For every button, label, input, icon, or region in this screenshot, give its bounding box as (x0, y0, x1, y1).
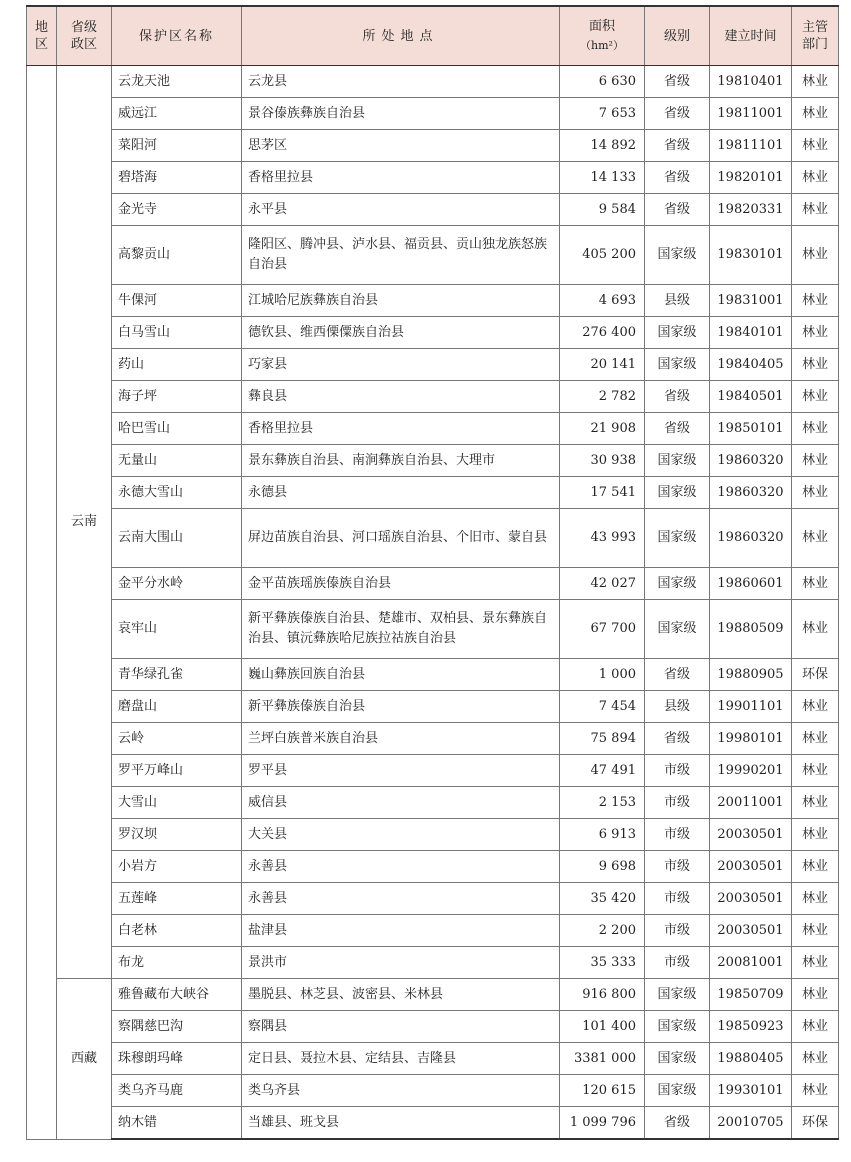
date-cell: 19990201 (710, 755, 792, 787)
table-row (27, 600, 839, 659)
dept-cell: 环保 (792, 1107, 839, 1140)
level-cell: 国家级 (645, 979, 710, 1011)
dept-cell: 林业 (792, 1011, 839, 1043)
level-cell: 国家级 (645, 568, 710, 600)
reserve-name-cell: 金光寺 (112, 194, 242, 226)
table-row (27, 915, 839, 947)
reserve-name-cell: 云岭 (112, 723, 242, 755)
dept-cell: 林业 (792, 787, 839, 819)
date-cell: 19860320 (710, 477, 792, 509)
area-cell: 14 133 (560, 162, 645, 194)
location-cell: 盐津县 (242, 915, 560, 947)
area-cell: 14 892 (560, 130, 645, 162)
level-cell: 国家级 (645, 477, 710, 509)
level-cell: 国家级 (645, 509, 710, 568)
reserve-name-cell: 五莲峰 (112, 883, 242, 915)
area-cell: 276 400 (560, 317, 645, 349)
table-row (27, 787, 839, 819)
area-cell: 30 938 (560, 445, 645, 477)
date-cell: 19840101 (710, 317, 792, 349)
location-cell: 香格里拉县 (242, 162, 560, 194)
table-row (27, 349, 839, 381)
dept-cell: 林业 (792, 851, 839, 883)
area-cell: 405 200 (560, 226, 645, 285)
dept-cell: 林业 (792, 413, 839, 445)
table-row (27, 691, 839, 723)
area-cell: 6 630 (560, 66, 645, 98)
level-cell: 省级 (645, 723, 710, 755)
area-cell: 43 993 (560, 509, 645, 568)
table-row (27, 1043, 839, 1075)
table-row (27, 162, 839, 194)
date-cell: 19930101 (710, 1075, 792, 1107)
area-cell: 21 908 (560, 413, 645, 445)
table-row (27, 445, 839, 477)
level-cell: 国家级 (645, 317, 710, 349)
header-region: 地区 (27, 6, 57, 66)
date-cell: 19880905 (710, 659, 792, 691)
date-cell: 19811101 (710, 130, 792, 162)
dept-cell: 林业 (792, 915, 839, 947)
reserve-name-cell: 碧塔海 (112, 162, 242, 194)
reserve-name-cell: 金平分水岭 (112, 568, 242, 600)
reserve-name-cell: 牛倮河 (112, 285, 242, 317)
header-date: 建立时间 (710, 6, 792, 66)
level-cell: 县级 (645, 691, 710, 723)
dept-cell: 林业 (792, 317, 839, 349)
location-cell: 威信县 (242, 787, 560, 819)
level-cell: 国家级 (645, 226, 710, 285)
date-cell: 19810401 (710, 66, 792, 98)
reserve-name-cell: 哈巴雪山 (112, 413, 242, 445)
header-province: 省级政区 (57, 6, 112, 66)
location-cell: 隆阳区、腾冲县、泸水县、福贡县、贡山独龙族怒族自治县 (242, 226, 560, 285)
area-cell: 7 653 (560, 98, 645, 130)
date-cell: 19850709 (710, 979, 792, 1011)
date-cell: 20030501 (710, 883, 792, 915)
location-cell: 永善县 (242, 851, 560, 883)
area-cell: 7 454 (560, 691, 645, 723)
level-cell: 市级 (645, 787, 710, 819)
location-cell: 屏边苗族自治县、河口瑶族自治县、个旧市、蒙自县 (242, 509, 560, 568)
reserve-name-cell: 云南大围山 (112, 509, 242, 568)
location-cell: 江城哈尼族彝族自治县 (242, 285, 560, 317)
reserve-name-cell: 无量山 (112, 445, 242, 477)
location-cell: 兰坪白族普米族自治县 (242, 723, 560, 755)
dept-cell: 林业 (792, 285, 839, 317)
dept-cell: 林业 (792, 755, 839, 787)
province-cell: 西藏 (57, 979, 112, 1140)
date-cell: 20011001 (710, 787, 792, 819)
table-row (27, 285, 839, 317)
nature-reserve-table (26, 5, 839, 1140)
location-cell: 永德县 (242, 477, 560, 509)
location-cell: 金平苗族瑶族傣族自治县 (242, 568, 560, 600)
reserve-name-cell: 海子坪 (112, 381, 242, 413)
location-cell: 德钦县、维西傈僳族自治县 (242, 317, 560, 349)
level-cell: 省级 (645, 659, 710, 691)
table-row (27, 947, 839, 979)
table-row (27, 381, 839, 413)
location-cell: 巧家县 (242, 349, 560, 381)
area-cell: 67 700 (560, 600, 645, 659)
dept-cell: 林业 (792, 162, 839, 194)
area-cell: 35 420 (560, 883, 645, 915)
reserve-name-cell: 小岩方 (112, 851, 242, 883)
table-row (27, 509, 839, 568)
area-cell: 75 894 (560, 723, 645, 755)
dept-cell: 林业 (792, 130, 839, 162)
table-row (27, 819, 839, 851)
reserve-name-cell: 珠穆朗玛峰 (112, 1043, 242, 1075)
dept-cell: 林业 (792, 381, 839, 413)
dept-cell: 林业 (792, 98, 839, 130)
area-cell: 9 584 (560, 194, 645, 226)
date-cell: 19840405 (710, 349, 792, 381)
location-cell: 云龙县 (242, 66, 560, 98)
table-row (27, 413, 839, 445)
level-cell: 省级 (645, 130, 710, 162)
area-cell: 916 800 (560, 979, 645, 1011)
table-row (27, 66, 839, 98)
area-cell: 101 400 (560, 1011, 645, 1043)
dept-cell: 林业 (792, 723, 839, 755)
reserve-name-cell: 威远江 (112, 98, 242, 130)
area-cell: 20 141 (560, 349, 645, 381)
dept-cell: 林业 (792, 194, 839, 226)
table-row (27, 755, 839, 787)
date-cell: 19831001 (710, 285, 792, 317)
reserve-name-cell: 青华绿孔雀 (112, 659, 242, 691)
location-cell: 新平彝族傣族自治县、楚雄市、双柏县、景东彝族自治县、镇沅彝族哈尼族拉祜族自治县 (242, 600, 560, 659)
area-cell: 2 782 (560, 381, 645, 413)
dept-cell: 林业 (792, 66, 839, 98)
location-cell: 景洪市 (242, 947, 560, 979)
area-cell: 35 333 (560, 947, 645, 979)
header-name: 保护区名称 (112, 6, 242, 66)
location-cell: 巍山彝族回族自治县 (242, 659, 560, 691)
date-cell: 20030501 (710, 819, 792, 851)
level-cell: 市级 (645, 851, 710, 883)
reserve-name-cell: 罗汉坝 (112, 819, 242, 851)
location-cell: 当雄县、班戈县 (242, 1107, 560, 1140)
reserve-name-cell: 雅鲁藏布大峡谷 (112, 979, 242, 1011)
area-cell: 3381 000 (560, 1043, 645, 1075)
date-cell: 19850101 (710, 413, 792, 445)
location-cell: 景谷傣族彝族自治县 (242, 98, 560, 130)
table-row (27, 317, 839, 349)
dept-cell: 林业 (792, 1075, 839, 1107)
area-cell: 9 698 (560, 851, 645, 883)
dept-cell: 林业 (792, 477, 839, 509)
date-cell: 19980101 (710, 723, 792, 755)
reserve-name-cell: 菜阳河 (112, 130, 242, 162)
location-cell: 墨脱县、林芝县、波密县、米林县 (242, 979, 560, 1011)
area-cell: 120 615 (560, 1075, 645, 1107)
table-header (27, 6, 839, 66)
level-cell: 市级 (645, 915, 710, 947)
header-area (560, 6, 645, 66)
dept-cell: 林业 (792, 445, 839, 477)
location-cell: 永平县 (242, 194, 560, 226)
reserve-name-cell: 察隅慈巴沟 (112, 1011, 242, 1043)
table-row (27, 568, 839, 600)
level-cell: 国家级 (645, 1043, 710, 1075)
location-cell: 新平彝族傣族自治县 (242, 691, 560, 723)
level-cell: 省级 (645, 66, 710, 98)
area-cell: 1 099 796 (560, 1107, 645, 1140)
area-cell: 2 200 (560, 915, 645, 947)
table-row (27, 723, 839, 755)
area-cell: 2 153 (560, 787, 645, 819)
reserve-name-cell: 类乌齐马鹿 (112, 1075, 242, 1107)
level-cell: 省级 (645, 413, 710, 445)
date-cell: 19880405 (710, 1043, 792, 1075)
reserve-name-cell: 白老林 (112, 915, 242, 947)
date-cell: 19880509 (710, 600, 792, 659)
dept-cell: 林业 (792, 947, 839, 979)
dept-cell: 林业 (792, 600, 839, 659)
location-cell: 大关县 (242, 819, 560, 851)
location-cell: 定日县、聂拉木县、定结县、吉隆县 (242, 1043, 560, 1075)
reserve-name-cell: 大雪山 (112, 787, 242, 819)
area-cell: 6 913 (560, 819, 645, 851)
location-cell: 永善县 (242, 883, 560, 915)
dept-cell: 林业 (792, 568, 839, 600)
date-cell: 20030501 (710, 915, 792, 947)
dept-cell: 林业 (792, 349, 839, 381)
area-cell: 17 541 (560, 477, 645, 509)
area-cell: 42 027 (560, 568, 645, 600)
location-cell: 彝良县 (242, 381, 560, 413)
header-level: 级别 (645, 6, 710, 66)
province-cell: 云南 (57, 66, 112, 979)
dept-cell: 环保 (792, 659, 839, 691)
dept-cell: 林业 (792, 509, 839, 568)
table-row (27, 194, 839, 226)
table-row (27, 1107, 839, 1140)
dept-cell: 林业 (792, 883, 839, 915)
level-cell: 国家级 (645, 1011, 710, 1043)
date-cell: 19811001 (710, 98, 792, 130)
level-cell: 市级 (645, 819, 710, 851)
date-cell: 20010705 (710, 1107, 792, 1140)
table-row (27, 130, 839, 162)
reserve-name-cell: 药山 (112, 349, 242, 381)
dept-cell: 林业 (792, 1043, 839, 1075)
level-cell: 县级 (645, 285, 710, 317)
date-cell: 19840501 (710, 381, 792, 413)
date-cell: 19830101 (710, 226, 792, 285)
level-cell: 省级 (645, 98, 710, 130)
location-cell: 罗平县 (242, 755, 560, 787)
location-cell: 察隅县 (242, 1011, 560, 1043)
date-cell: 19860601 (710, 568, 792, 600)
date-cell: 19850923 (710, 1011, 792, 1043)
location-cell: 景东彝族自治县、南涧彝族自治县、大理市 (242, 445, 560, 477)
table-row (27, 883, 839, 915)
reserve-name-cell: 哀牢山 (112, 600, 242, 659)
area-cell: 1 000 (560, 659, 645, 691)
level-cell: 省级 (645, 1107, 710, 1140)
reserve-name-cell: 白马雪山 (112, 317, 242, 349)
dept-cell: 林业 (792, 979, 839, 1011)
table-row (27, 659, 839, 691)
header-area-label: 面积 (588, 19, 615, 34)
date-cell: 19860320 (710, 445, 792, 477)
level-cell: 省级 (645, 162, 710, 194)
dept-cell: 林业 (792, 226, 839, 285)
area-cell: 47 491 (560, 755, 645, 787)
level-cell: 省级 (645, 194, 710, 226)
date-cell: 19820331 (710, 194, 792, 226)
location-cell: 香格里拉县 (242, 413, 560, 445)
location-cell: 思茅区 (242, 130, 560, 162)
level-cell: 市级 (645, 883, 710, 915)
date-cell: 19820101 (710, 162, 792, 194)
table-body (27, 66, 839, 1140)
date-cell: 20081001 (710, 947, 792, 979)
table-row (27, 1011, 839, 1043)
table-row (27, 1075, 839, 1107)
header-location: 所处地点 (242, 6, 560, 66)
header-dept: 主管部门 (792, 6, 839, 66)
level-cell: 国家级 (645, 349, 710, 381)
table-row (27, 477, 839, 509)
reserve-name-cell: 磨盘山 (112, 691, 242, 723)
date-cell: 19901101 (710, 691, 792, 723)
level-cell: 国家级 (645, 445, 710, 477)
header-area-unit: （hm²） (580, 39, 624, 52)
table-row (27, 979, 839, 1011)
dept-cell: 林业 (792, 691, 839, 723)
date-cell: 19860320 (710, 509, 792, 568)
reserve-name-cell: 纳木错 (112, 1107, 242, 1140)
reserve-name-cell: 云龙天池 (112, 66, 242, 98)
location-cell: 类乌齐县 (242, 1075, 560, 1107)
level-cell: 省级 (645, 381, 710, 413)
area-cell: 4 693 (560, 285, 645, 317)
reserve-name-cell: 罗平万峰山 (112, 755, 242, 787)
table-row (27, 851, 839, 883)
dept-cell: 林业 (792, 819, 839, 851)
level-cell: 市级 (645, 947, 710, 979)
level-cell: 国家级 (645, 1075, 710, 1107)
reserve-name-cell: 永德大雪山 (112, 477, 242, 509)
table-row (27, 98, 839, 130)
date-cell: 20030501 (710, 851, 792, 883)
level-cell: 市级 (645, 755, 710, 787)
table-row (27, 226, 839, 285)
level-cell: 国家级 (645, 600, 710, 659)
region-cell (27, 66, 57, 1140)
reserve-name-cell: 布龙 (112, 947, 242, 979)
reserve-name-cell: 高黎贡山 (112, 226, 242, 285)
